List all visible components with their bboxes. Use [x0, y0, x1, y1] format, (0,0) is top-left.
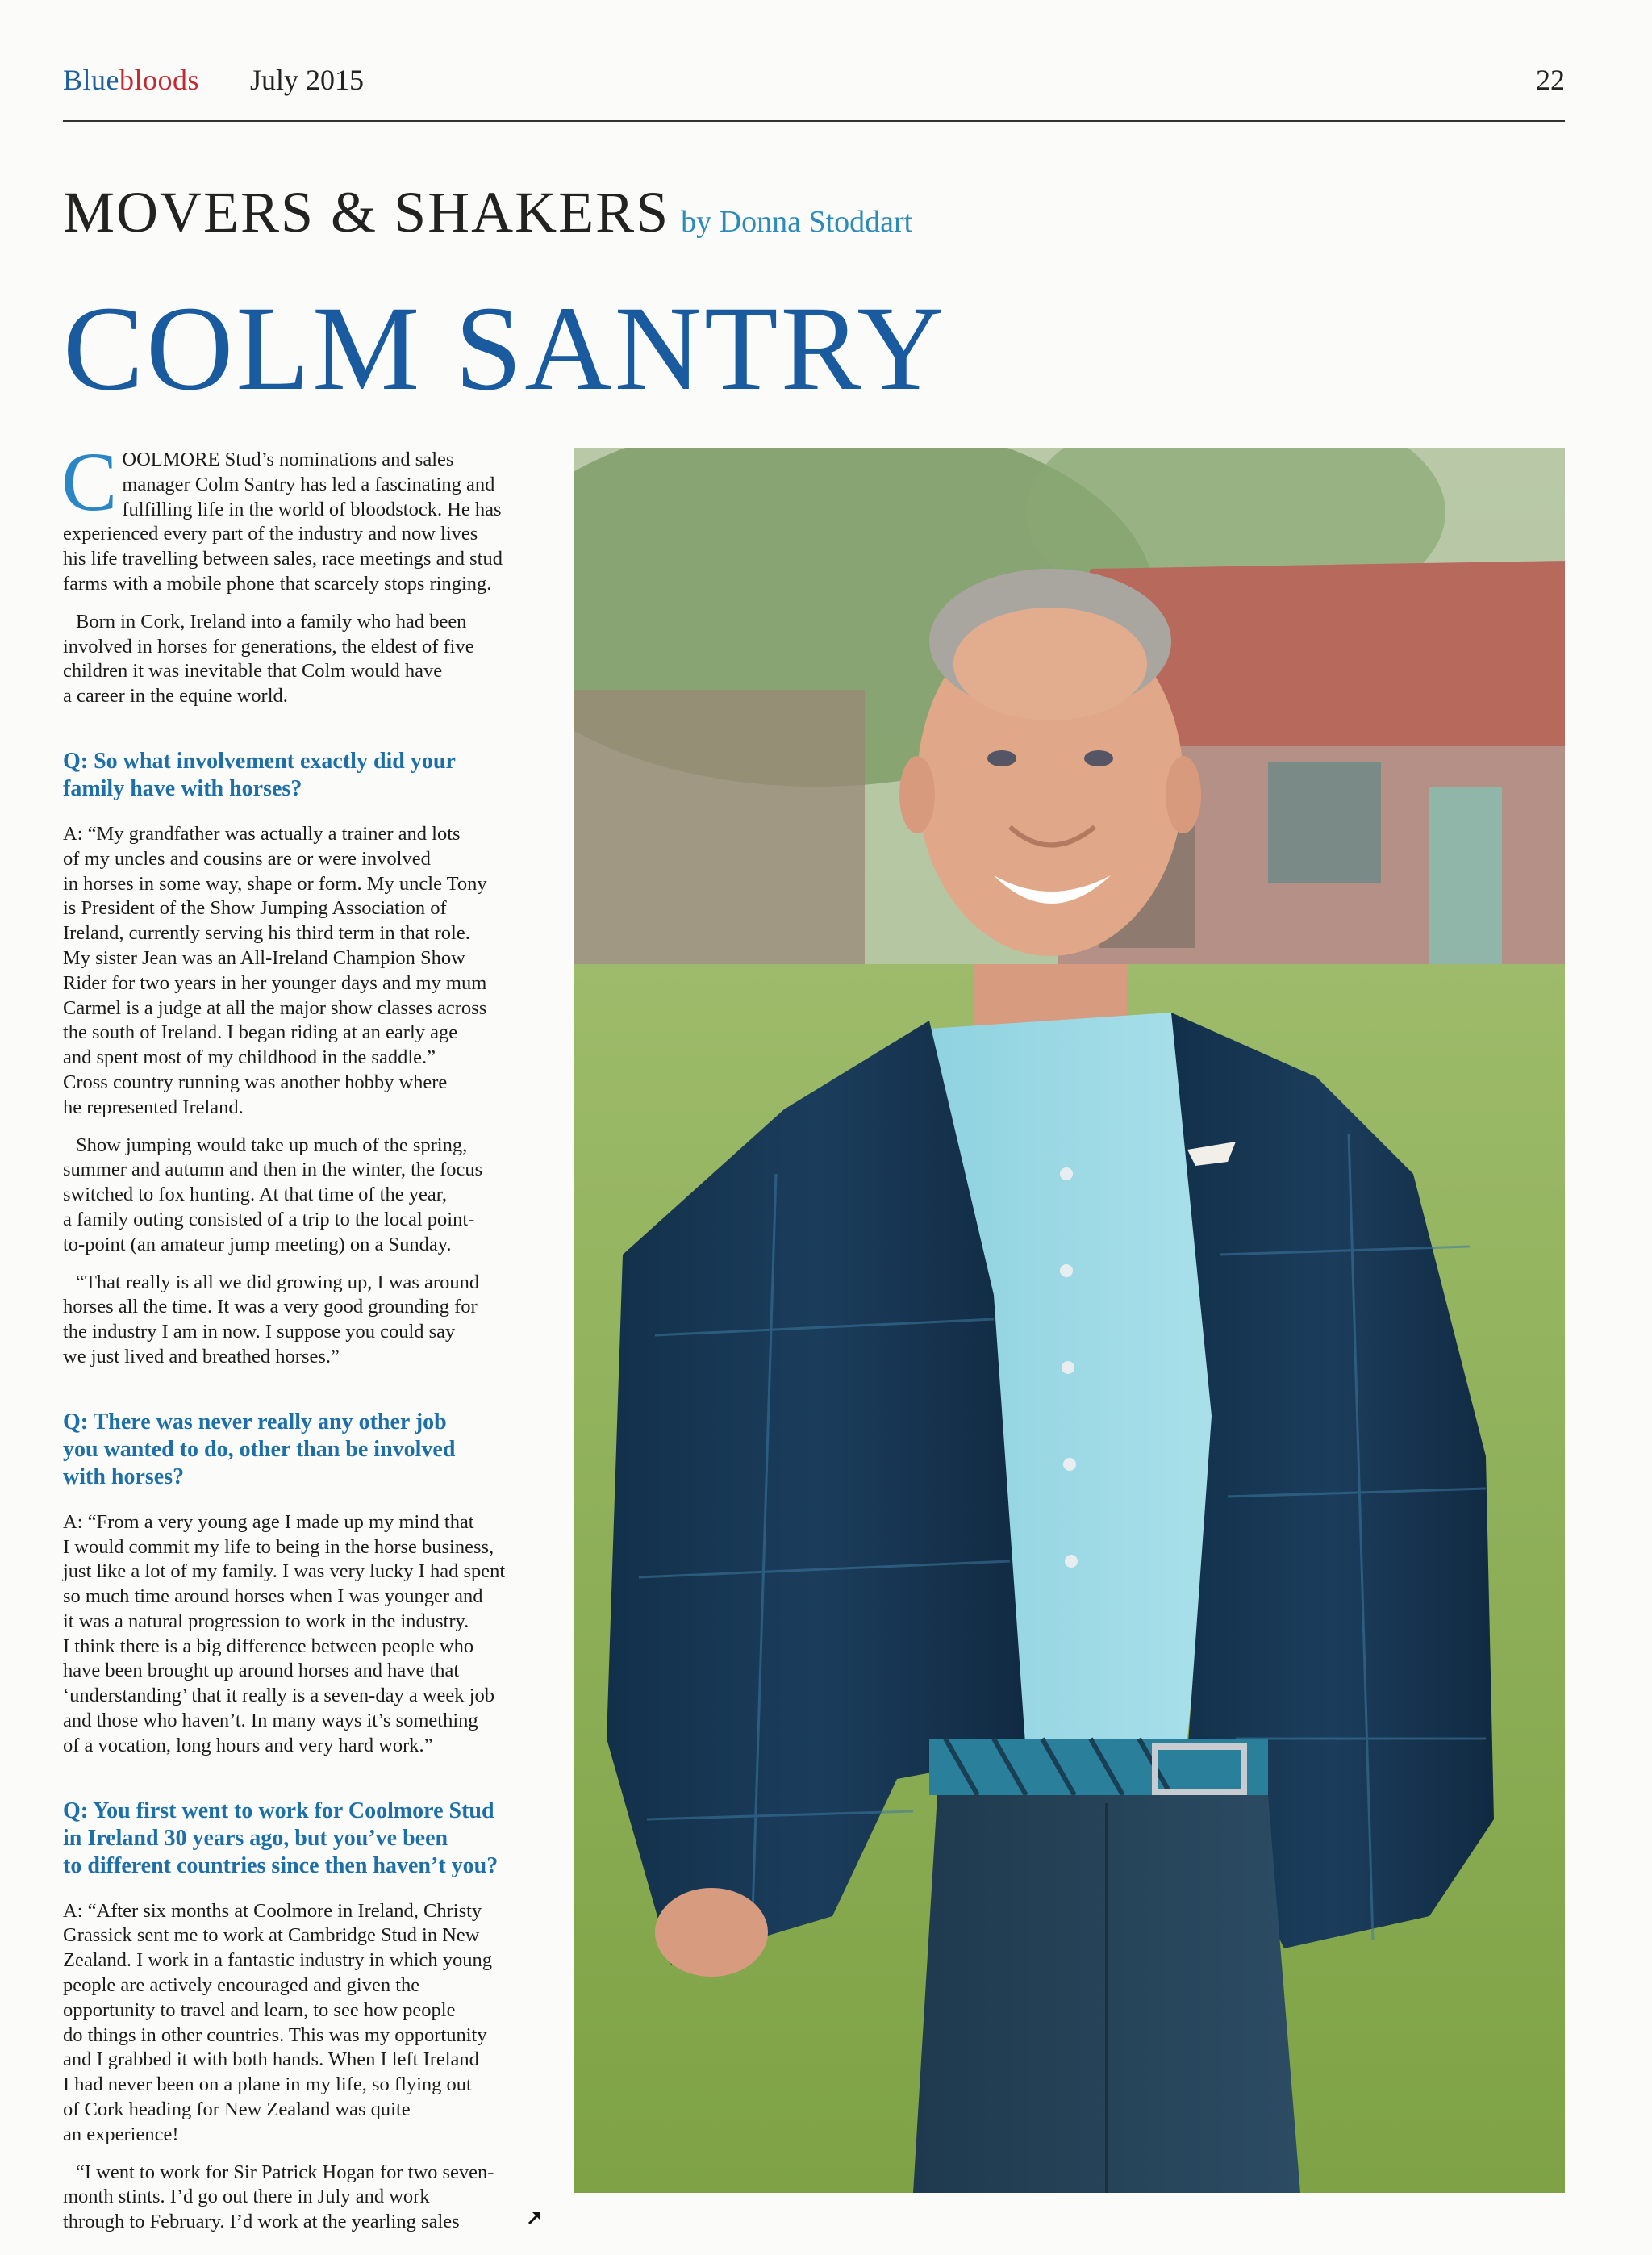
text-line: to-point (an amateur jump meeting) on a Sunday.: [63, 1233, 452, 1255]
text-line: ‘understanding’ that it really is a seven-day a week job: [63, 1685, 494, 1707]
text-line: horses all the time. It was a very good grounding for: [63, 1296, 478, 1318]
text-line: just like a lot of my family. I was very lucky I had spent: [63, 1560, 506, 1583]
text-line: Q: There was never really any other job: [63, 1409, 447, 1434]
text-line: of Cork heading for New Zealand was quite: [63, 2098, 411, 2121]
text-line: month stints. I’d go out there in July and work: [63, 2186, 430, 2208]
text-line: Q: So what involvement exactly did your: [63, 748, 456, 774]
text-line: switched to fox hunting. At that time of the year,: [63, 1184, 447, 1206]
text-line: of my uncles and cousins are or were involved: [63, 847, 431, 870]
text-line: you wanted to do, other than be involved: [63, 1436, 456, 1462]
text-line: the south of Ireland. I began riding at an early age: [63, 1021, 458, 1044]
article-headline: COLM SANTRY: [63, 282, 947, 416]
text-line: he represented Ireland.: [63, 1096, 244, 1118]
text-line: “I went to work for Sir Patrick Hogan for two seven-: [76, 2161, 494, 2183]
answer-paragraph: [63, 822, 544, 1121]
text-line: children it was inevitable that Colm would have: [63, 660, 443, 683]
drop-cap: C: [61, 436, 118, 528]
text-line: My sister Jean was an All-Ireland Champion Show: [63, 946, 465, 969]
text-line: a family outing consisted of a trip to the local point-: [63, 1208, 475, 1230]
text-line: have been brought up around horses and have that: [63, 1660, 460, 1682]
text-line: experienced every part of the industry and now lives: [63, 523, 478, 545]
text-line: in horses in some way, shape or form. My uncle Tony: [63, 872, 487, 895]
text-line: A: “From a very young age I made up my mind that: [63, 1510, 474, 1533]
text-line: A: “After six months at Coolmore in Ireland, Christy: [63, 1899, 482, 1922]
portrait-illustration: [574, 448, 1565, 2193]
issue-date: July 2015: [250, 64, 365, 96]
text-line: an experience!: [63, 2123, 179, 2145]
text-line: and spent most of my childhood in the saddle.”: [63, 1046, 436, 1069]
text-line: “That really is all we did growing up, I was around: [76, 1271, 480, 1293]
text-line: we just lived and breathed horses.”: [63, 1345, 340, 1368]
text-line: family have with horses?: [63, 775, 302, 801]
question-heading: [63, 1798, 544, 1880]
byline: by Donna Stoddart: [681, 205, 913, 239]
text-line: do things in other countries. This was my opportunity: [63, 2023, 487, 2046]
continue-arrow-icon[interactable]: [526, 2209, 544, 2227]
logo-bloods: bloods: [119, 64, 200, 96]
text-line: I had never been on a plane in my life, so flying out: [63, 2073, 472, 2096]
header-rule: [63, 120, 1565, 122]
paragraph: [63, 1134, 544, 1258]
question-heading: [63, 1409, 544, 1491]
text-line: fulfilling life in the world of bloodstock. He has: [122, 498, 502, 520]
text-line: through to February. I’d work at the yearling sales: [63, 2211, 460, 2233]
text-line: OOLMORE Stud’s nominations and sales: [122, 449, 454, 470]
text-line: Rider for two years in her younger days and my mum: [63, 971, 487, 994]
text-line: opportunity to travel and learn, to see how people: [63, 1998, 456, 2021]
text-line: the industry I am in now. I suppose you could say: [63, 1321, 456, 1343]
answer-paragraph: [63, 1510, 544, 1759]
text-line: Cross country running was another hobby where: [63, 1071, 448, 1093]
text-line: so much time around horses when I was younger and: [63, 1585, 483, 1608]
magazine-logo: [63, 63, 199, 97]
answer-paragraph: [63, 1899, 544, 2148]
question-heading: [63, 748, 544, 803]
text-line: manager Colm Santry has led a fascinating and: [122, 473, 495, 495]
article-body: [61, 436, 544, 2233]
text-line: is President of the Show Jumping Association of: [63, 897, 447, 920]
text-line: it was a natural progression to work in the industry.: [63, 1610, 469, 1632]
paragraph: [63, 1271, 544, 1370]
paragraph: [63, 610, 544, 709]
text-line: a career in the equine world.: [63, 685, 288, 708]
text-line: involved in horses for generations, the eldest of five: [63, 635, 474, 658]
text-line: A: “My grandfather was actually a trainer and lots: [63, 822, 461, 845]
text-line: Q: You first went to work for Coolmore Stud: [63, 1798, 494, 1823]
section-heading: [63, 179, 912, 252]
logo-blue: Blue: [63, 64, 119, 96]
text-line: in Ireland 30 years ago, but you’ve been: [63, 1825, 448, 1851]
text-line: Grassick sent me to work at Cambridge Stud in New: [63, 1924, 480, 1947]
text-line: and those who haven’t. In many ways it’s something: [63, 1710, 478, 1732]
text-line: of a vocation, long hours and very hard work.”: [63, 1734, 433, 1756]
text-line: to different countries since then haven’t you?: [63, 1852, 499, 1878]
text-line: Carmel is a judge at all the major show classes across: [63, 996, 487, 1019]
text-line: people are actively encouraged and given the: [63, 1974, 420, 1997]
text-line: farms with a mobile phone that scarcely stops ringing.: [63, 572, 492, 595]
intro-paragraph: [61, 436, 544, 597]
text-line: his life travelling between sales, race meetings and stud: [63, 548, 503, 570]
paragraph: [63, 2161, 544, 2235]
text-line: summer and autumn and then in the winter, the focus: [63, 1159, 483, 1181]
text-line: and I grabbed it with both hands. When I left Ireland: [63, 2048, 479, 2071]
page-number: 22: [1536, 64, 1565, 96]
text-line: with horses?: [63, 1464, 185, 1489]
text-line: Born in Cork, Ireland into a family who had been: [76, 610, 467, 633]
section-title: MOVERS & SHAKERS: [63, 180, 670, 244]
text-line: Show jumping would take up much of the spring,: [76, 1134, 468, 1156]
portrait-photo: [574, 448, 1565, 2193]
page-header: [63, 58, 1565, 123]
text-line: Zealand. I work in a fantastic industry in which young: [63, 1949, 493, 1972]
text-line: I think there is a big difference between people who: [63, 1635, 474, 1657]
text-line: I would commit my life to being in the horse business,: [63, 1535, 494, 1558]
text-line: Ireland, currently serving his third term in that role.: [63, 922, 470, 945]
